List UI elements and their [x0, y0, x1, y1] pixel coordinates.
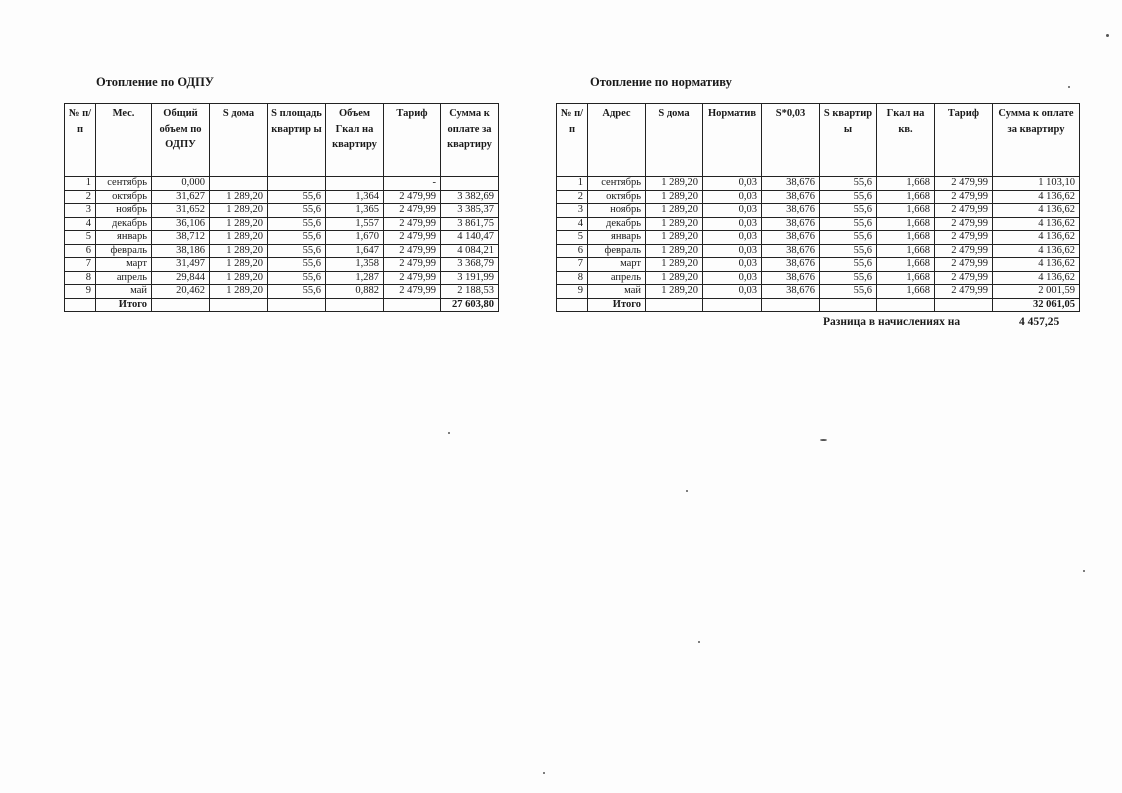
- table-cell: 0,03: [703, 204, 762, 218]
- header-payment-sum: Сумма к оплате за квартиру: [993, 104, 1080, 177]
- table-cell: 1 289,20: [646, 231, 703, 245]
- scan-speck: [698, 641, 700, 643]
- table-cell: 0,03: [703, 258, 762, 272]
- table-cell: 2 479,99: [384, 217, 441, 231]
- table-cell: 1: [65, 177, 96, 191]
- table-cell: 3 382,69: [441, 190, 499, 204]
- table-cell: 4: [65, 217, 96, 231]
- header-address: Адрес: [588, 104, 646, 177]
- table-row: [557, 271, 1080, 285]
- header-total-volume: Общий объем по ОДПУ: [152, 104, 210, 177]
- total-row: [557, 298, 1080, 312]
- table-cell: 5: [65, 231, 96, 245]
- table-cell: 2 479,99: [384, 204, 441, 218]
- table-cell: декабрь: [588, 217, 646, 231]
- table-cell: 38,676: [762, 190, 820, 204]
- table-cell: ноябрь: [588, 204, 646, 218]
- header-house-area: S дома: [210, 104, 268, 177]
- header-gcal-volume: Объем Гкал на квартиру: [326, 104, 384, 177]
- header-month: Мес.: [96, 104, 152, 177]
- table-cell: 1,668: [877, 285, 935, 299]
- table-cell: 4 140,47: [441, 231, 499, 245]
- table-cell: 0,03: [703, 244, 762, 258]
- table-cell: 2 479,99: [935, 177, 993, 191]
- table-cell: 1,670: [326, 231, 384, 245]
- table-cell: 1 289,20: [646, 285, 703, 299]
- table-cell: 55,6: [820, 231, 877, 245]
- scan-speck: [686, 490, 688, 492]
- table-row: [557, 244, 1080, 258]
- table-cell: 4 136,62: [993, 231, 1080, 245]
- table-cell: 55,6: [268, 285, 326, 299]
- table-cell: 0,03: [703, 177, 762, 191]
- table-cell: 55,6: [820, 271, 877, 285]
- norm-heating-title: Отопление по нормативу: [590, 75, 732, 89]
- table-cell: 1 289,20: [646, 244, 703, 258]
- table-cell: 1 289,20: [210, 285, 268, 299]
- table-row: [65, 231, 499, 245]
- table-cell: 31,627: [152, 190, 210, 204]
- table-row: [557, 285, 1080, 299]
- table-row: [65, 258, 499, 272]
- table-cell: 55,6: [820, 204, 877, 218]
- table-cell: 55,6: [820, 258, 877, 272]
- table-cell: 2 479,99: [384, 244, 441, 258]
- table-cell: 29,844: [152, 271, 210, 285]
- table-cell: 36,106: [152, 217, 210, 231]
- table-row: [557, 258, 1080, 272]
- table-cell: апрель: [96, 271, 152, 285]
- header-apartment-area: S площадь квартир ы: [268, 104, 326, 177]
- odpu-heating-table: [64, 103, 499, 312]
- table-cell: 2 479,99: [935, 217, 993, 231]
- table-cell: 1,668: [877, 231, 935, 245]
- table-cell: 2 188,53: [441, 285, 499, 299]
- table-cell: 2 001,59: [993, 285, 1080, 299]
- table-cell: 1 289,20: [210, 217, 268, 231]
- table-cell: 1,647: [326, 244, 384, 258]
- table-cell: 1 289,20: [210, 204, 268, 218]
- table-cell: апрель: [588, 271, 646, 285]
- scan-speck: [448, 432, 450, 434]
- header-payment-sum: Сумма к оплате за квартиру: [441, 104, 499, 177]
- table-header-row: [65, 104, 499, 177]
- table-cell: январь: [96, 231, 152, 245]
- table-cell: 1 289,20: [646, 271, 703, 285]
- table-cell: 4 084,21: [441, 244, 499, 258]
- table-cell: 1,668: [877, 244, 935, 258]
- header-number: № п/п: [65, 104, 96, 177]
- table-row: [65, 204, 499, 218]
- table-cell: 2 479,99: [384, 285, 441, 299]
- table-cell: 55,6: [820, 285, 877, 299]
- table-cell: -: [384, 177, 441, 191]
- table-cell: 38,676: [762, 285, 820, 299]
- table-row: [557, 204, 1080, 218]
- table-cell: 6: [65, 244, 96, 258]
- table-cell: 55,6: [268, 231, 326, 245]
- scan-speck: [820, 439, 827, 441]
- scan-speck: [543, 772, 545, 774]
- table-cell: 55,6: [820, 177, 877, 191]
- table-cell: 2 479,99: [935, 258, 993, 272]
- table-row: [557, 217, 1080, 231]
- table-cell: декабрь: [96, 217, 152, 231]
- table-cell: 0,03: [703, 217, 762, 231]
- table-cell: 6: [557, 244, 588, 258]
- table-cell: 4: [557, 217, 588, 231]
- table-cell: май: [96, 285, 152, 299]
- table-row: [65, 217, 499, 231]
- table-cell: 55,6: [820, 190, 877, 204]
- table-cell: 1 103,10: [993, 177, 1080, 191]
- table-cell: март: [588, 258, 646, 272]
- table-row: [557, 190, 1080, 204]
- table-cell: 1,365: [326, 204, 384, 218]
- table-cell: 31,652: [152, 204, 210, 218]
- table-cell: 9: [557, 285, 588, 299]
- table-cell: 1,358: [326, 258, 384, 272]
- total-row: [65, 298, 499, 312]
- table-cell: 1 289,20: [646, 258, 703, 272]
- table-row: [65, 285, 499, 299]
- table-cell: [268, 177, 326, 191]
- table-cell: 1,287: [326, 271, 384, 285]
- table-cell: 1,668: [877, 190, 935, 204]
- table-cell: октябрь: [588, 190, 646, 204]
- table-cell: 38,676: [762, 258, 820, 272]
- table-cell: март: [96, 258, 152, 272]
- table-cell: 1,557: [326, 217, 384, 231]
- total-label: Итого: [96, 298, 152, 312]
- table-row: [557, 177, 1080, 191]
- difference-label: Разница в начислениях на: [823, 316, 961, 328]
- scan-speck: [1068, 86, 1070, 88]
- total-value: 27 603,80: [441, 298, 499, 312]
- table-cell: [210, 177, 268, 191]
- table-cell: октябрь: [96, 190, 152, 204]
- table-cell: 4 136,62: [993, 271, 1080, 285]
- header-norm: Норматив: [703, 104, 762, 177]
- table-cell: 3 368,79: [441, 258, 499, 272]
- total-value: 32 061,05: [993, 298, 1080, 312]
- table-cell: 55,6: [820, 217, 877, 231]
- table-row: [65, 271, 499, 285]
- table-cell: 5: [557, 231, 588, 245]
- table-cell: 0,000: [152, 177, 210, 191]
- table-cell: 1 289,20: [210, 244, 268, 258]
- table-cell: 38,186: [152, 244, 210, 258]
- table-cell: 38,676: [762, 177, 820, 191]
- table-cell: 1,668: [877, 271, 935, 285]
- header-house-area: S дома: [646, 104, 703, 177]
- table-cell: 38,676: [762, 231, 820, 245]
- table-cell: 55,6: [268, 204, 326, 218]
- table-cell: 8: [65, 271, 96, 285]
- table-header-row: [557, 104, 1080, 177]
- table-cell: 1 289,20: [646, 204, 703, 218]
- difference-value: 4 457,25: [1019, 316, 1060, 328]
- table-cell: 9: [65, 285, 96, 299]
- table-cell: 0,882: [326, 285, 384, 299]
- table-cell: 1 289,20: [646, 190, 703, 204]
- table-cell: 55,6: [820, 244, 877, 258]
- table-cell: 1: [557, 177, 588, 191]
- table-cell: сентябрь: [96, 177, 152, 191]
- table-cell: 55,6: [268, 258, 326, 272]
- table-cell: 31,497: [152, 258, 210, 272]
- table-cell: 38,676: [762, 204, 820, 218]
- table-cell: 2 479,99: [935, 244, 993, 258]
- header-tariff: Тариф: [935, 104, 993, 177]
- table-cell: 0,03: [703, 271, 762, 285]
- norm-heating-table: [556, 103, 1080, 312]
- table-cell: май: [588, 285, 646, 299]
- header-area-times-norm: S*0,03: [762, 104, 820, 177]
- table-cell: 1,668: [877, 258, 935, 272]
- table-cell: 38,712: [152, 231, 210, 245]
- table-cell: 55,6: [268, 271, 326, 285]
- table-cell: 3: [557, 204, 588, 218]
- table-row: [65, 177, 499, 191]
- header-gcal-per-apartment: Гкал на кв.: [877, 104, 935, 177]
- scan-speck: [1083, 570, 1085, 572]
- table-cell: 1,668: [877, 217, 935, 231]
- table-cell: 0,03: [703, 231, 762, 245]
- table-cell: 1 289,20: [210, 258, 268, 272]
- table-cell: 1 289,20: [210, 271, 268, 285]
- table-cell: сентябрь: [588, 177, 646, 191]
- table-cell: ноябрь: [96, 204, 152, 218]
- table-cell: 38,676: [762, 244, 820, 258]
- odpu-heating-title: Отопление по ОДПУ: [96, 75, 214, 89]
- table-cell: 7: [557, 258, 588, 272]
- table-row: [65, 244, 499, 258]
- table-cell: 1 289,20: [210, 190, 268, 204]
- scan-speck: [1106, 34, 1109, 37]
- table-cell: 4 136,62: [993, 190, 1080, 204]
- table-row: [65, 190, 499, 204]
- header-apartment-area: S квартир ы: [820, 104, 877, 177]
- table-cell: 1 289,20: [646, 177, 703, 191]
- table-row: [557, 231, 1080, 245]
- total-label: Итого: [588, 298, 646, 312]
- table-cell: 0,03: [703, 190, 762, 204]
- table-cell: 55,6: [268, 244, 326, 258]
- header-tariff: Тариф: [384, 104, 441, 177]
- table-cell: 2: [557, 190, 588, 204]
- table-cell: 38,676: [762, 217, 820, 231]
- table-cell: 2 479,99: [935, 204, 993, 218]
- table-cell: 3: [65, 204, 96, 218]
- table-cell: 1,668: [877, 177, 935, 191]
- table-cell: февраль: [588, 244, 646, 258]
- table-cell: 4 136,62: [993, 204, 1080, 218]
- table-cell: февраль: [96, 244, 152, 258]
- table-cell: 2 479,99: [384, 231, 441, 245]
- table-cell: 3 191,99: [441, 271, 499, 285]
- header-number: № п/п: [557, 104, 588, 177]
- table-cell: 4 136,62: [993, 258, 1080, 272]
- table-cell: 8: [557, 271, 588, 285]
- table-cell: 1 289,20: [210, 231, 268, 245]
- table-cell: 55,6: [268, 190, 326, 204]
- table-cell: 2: [65, 190, 96, 204]
- table-cell: 2 479,99: [935, 271, 993, 285]
- table-cell: 1 289,20: [646, 217, 703, 231]
- table-cell: 2 479,99: [384, 271, 441, 285]
- table-cell: 2 479,99: [384, 258, 441, 272]
- table-cell: 55,6: [268, 217, 326, 231]
- table-cell: 4 136,62: [993, 244, 1080, 258]
- table-cell: 3 385,37: [441, 204, 499, 218]
- table-cell: 20,462: [152, 285, 210, 299]
- table-cell: 38,676: [762, 271, 820, 285]
- table-cell: 4 136,62: [993, 217, 1080, 231]
- table-cell: январь: [588, 231, 646, 245]
- table-cell: 0,03: [703, 285, 762, 299]
- table-cell: 2 479,99: [935, 190, 993, 204]
- table-cell: [441, 177, 499, 191]
- table-cell: 1,668: [877, 204, 935, 218]
- table-cell: 2 479,99: [384, 190, 441, 204]
- table-cell: 7: [65, 258, 96, 272]
- table-cell: [326, 177, 384, 191]
- table-cell: 2 479,99: [935, 285, 993, 299]
- table-cell: 1,364: [326, 190, 384, 204]
- table-cell: 2 479,99: [935, 231, 993, 245]
- table-cell: 3 861,75: [441, 217, 499, 231]
